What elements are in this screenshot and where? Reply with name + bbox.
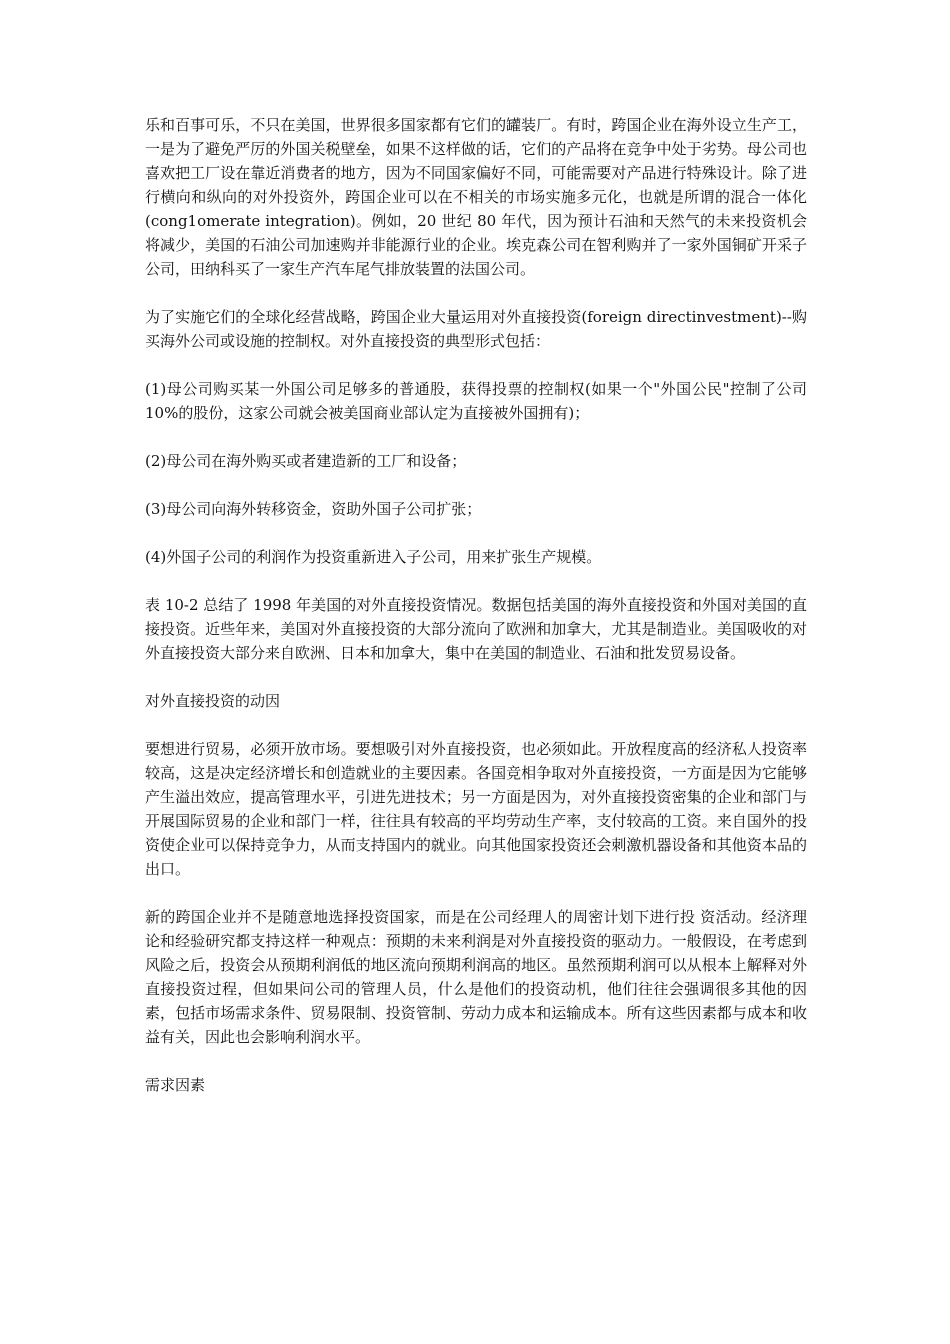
paragraph-soft-drink-plants: 乐和百事可乐，不只在美国，世界很多国家都有它们的罐装厂。有时，跨国企业在海外设立生产工，一是为了避免严厉的外国关税壁垒，如果不这样做的话，它们的产品将在竞争中处于劣势。母公司也喜欢把工厂设在靠近消费者的地方，因为不同国家偏好不同，可能需要对产品进行特殊设计。除了进行横向和纵向的对外投资外，跨国企业可以在不相关的市场实施多元化，也就是所谓的混合一体化(cong1omerate integration)。例如，20 世纪 80 年代，因为预计石油和天然气的未来投资机会将减少，美国的石油公司加速购并非能源行业的企业。埃克森公司在智利购并了一家外国铜矿开采子公司，田纳科买了一家生产汽车尾气排放装置的法国公司。 [145,116,807,278]
document-page [145,113,807,1121]
paragraph-table-summary: 表 10-2 总结了 1998 年美国的对外直接投资情况。数据包括美国的海外直接投资和外国对美国的直接投资。近些年来，美国对外直接投资的大部分流向了欧洲和加拿大，尤其是制造业。美国吸收的对外直接投资大部分来自欧洲、日本和加拿大，集中在美国的制造业、石油和批发贸易设备。 [145,596,807,662]
section-heading-fdi-motives: 对外直接投资的动因 [145,692,281,710]
paragraph-fdi-form-2: (2)母公司在海外购买或者建造新的工厂和设备； [145,452,467,470]
section-heading-demand-factors: 需求因素 [145,1076,206,1094]
paragraph-fdi-definition: 为了实施它们的全球化经营战略，跨国企业大量运用对外直接投资(foreign directinvestment)--购买海外公司或设施的控制权。对外直接投资的典型形式包括： [145,308,807,350]
paragraph-fdi-form-4: (4)外国子公司的利润作为投资重新进入子公司，用来扩张生产规模。 [145,548,602,566]
paragraph-fdi-form-3: (3)母公司向海外转移资金，资助外国子公司扩张； [145,500,482,518]
paragraph-fdi-form-1: (1)母公司购买某一外国公司足够多的普通股，获得投票的控制权(如果一个"外国公民"控制了公司 10%的股份，这家公司就会被美国商业部认定为直接被外国拥有)； [145,380,807,422]
paragraph-expected-profits: 新的跨国企业并不是随意地选择投资国家，而是在公司经理人的周密计划下进行投 资活动。经济理论和经验研究都支持这样一种观点：预期的未来利润是对外直接投资的驱动力。一般假设，在考虑到风险之后，投资会从预期利润低的地区流向预期利润高的地区。虽然预期利润可以从根本上解释对外直接投资过程，但如果问公司的管理人员，什么是他们的投资动机，他们往往会强调很多其他的因素，包括市场需求条件、贸易限制、投资管制、劳动力成本和运输成本。所有这些因素都与成本和收益有关，因此也会影响利润水平。 [145,908,807,1046]
paragraph-open-markets: 要想进行贸易，必须开放市场。要想吸引对外直接投资，也必须如此。开放程度高的经济私人投资率较高，这是决定经济增长和创造就业的主要因素。各国竞相争取对外直接投资，一方面是因为它能够产生溢出效应，提高管理水平，引进先进技术；另一方面是因为，对外直接投资密集的企业和部门与开展国际贸易的企业和部门一样，往往具有较高的平均劳动生产率，支付较高的工资。来自国外的投资使企业可以保持竞争力，从而支持国内的就业。向其他国家投资还会刺激机器设备和其他资本品的出口。 [145,740,807,878]
